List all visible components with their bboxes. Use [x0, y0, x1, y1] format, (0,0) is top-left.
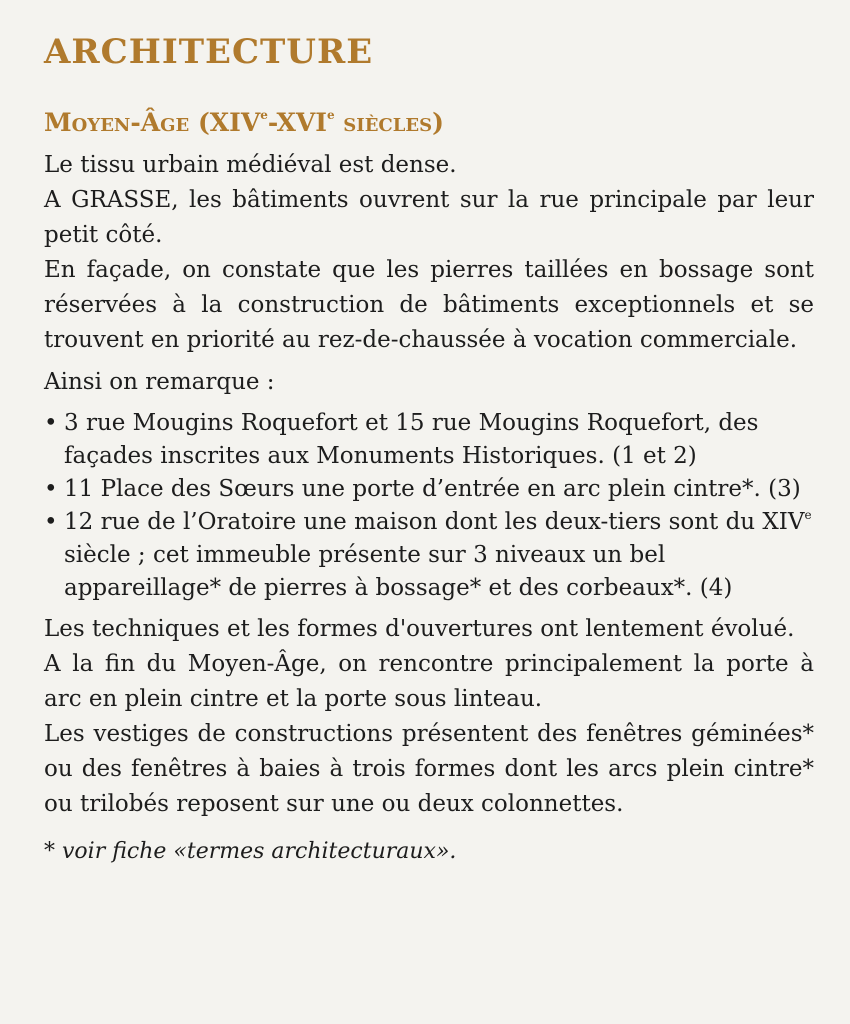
subtitle-part-c: siècles)	[334, 108, 444, 137]
bullet-icon: •	[44, 476, 58, 502]
footnote: * voir fiche «termes architecturaux».	[44, 839, 457, 864]
list-intro: Ainsi on remarque :	[44, 369, 275, 395]
paragraph-vestiges: Les vestiges de constructions présentent des fenêtres géminées* ou des fenêtres à baies à trois formes dont les arcs plein cintre* ou trilobés reposent sur une ou deux colonnettes.	[44, 721, 814, 817]
subtitle-sup-1: e	[260, 108, 268, 122]
list-item-sup: e	[804, 508, 812, 522]
list-item-text-before: 12 rue de l’Oratoire une maison dont les deux-tiers sont du XIV	[64, 509, 805, 535]
paragraph-fin-moyen-age: A la fin du Moyen-Âge, on rencontre principalement la porte à arc en plein cintre et la porte sous linteau.	[44, 651, 814, 712]
subtitle-part-b: -XVI	[267, 108, 327, 137]
list-item-text: 3 rue Mougins Roquefort et 15 rue Mougins Roquefort, des façades inscrites aux Monuments Historiques. (1 et 2)	[64, 410, 759, 469]
paragraph-facade: En façade, on constate que les pierres taillées en bossage sont réservées à la construction de bâtiments exceptionnels et se trouvent en priorité au rez-de-chaussée à vocation commerciale.	[44, 257, 814, 353]
subtitle-sup-2: e	[326, 108, 335, 122]
list-item	[44, 506, 814, 605]
section-subtitle	[44, 106, 814, 140]
list-item	[44, 473, 814, 506]
list-item	[44, 407, 814, 473]
paragraph-tissu: Le tissu urbain médiéval est dense.	[44, 152, 457, 178]
document-page	[44, 30, 814, 868]
page-title: ARCHITECTURE	[44, 32, 374, 72]
paragraph-grasse: A GRASSE, les bâtiments ouvrent sur la rue principale par leur petit côté.	[44, 187, 814, 248]
bullet-icon: •	[44, 410, 58, 436]
paragraph-techniques: Les techniques et les formes d'ouvertures ont lentement évolué.	[44, 616, 795, 642]
subtitle-part-a: Moyen-Âge (XIV	[44, 108, 261, 137]
bullet-icon: •	[44, 509, 58, 535]
remark-list	[44, 407, 814, 605]
list-item-text: 11 Place des Sœurs une porte d’entrée en arc plein cintre*. (3)	[64, 476, 801, 502]
list-item-text-after: siècle ; cet immeuble présente sur 3 niveaux un bel appareillage* de pierres à bossage* et des corbeaux*. (4)	[64, 542, 733, 601]
